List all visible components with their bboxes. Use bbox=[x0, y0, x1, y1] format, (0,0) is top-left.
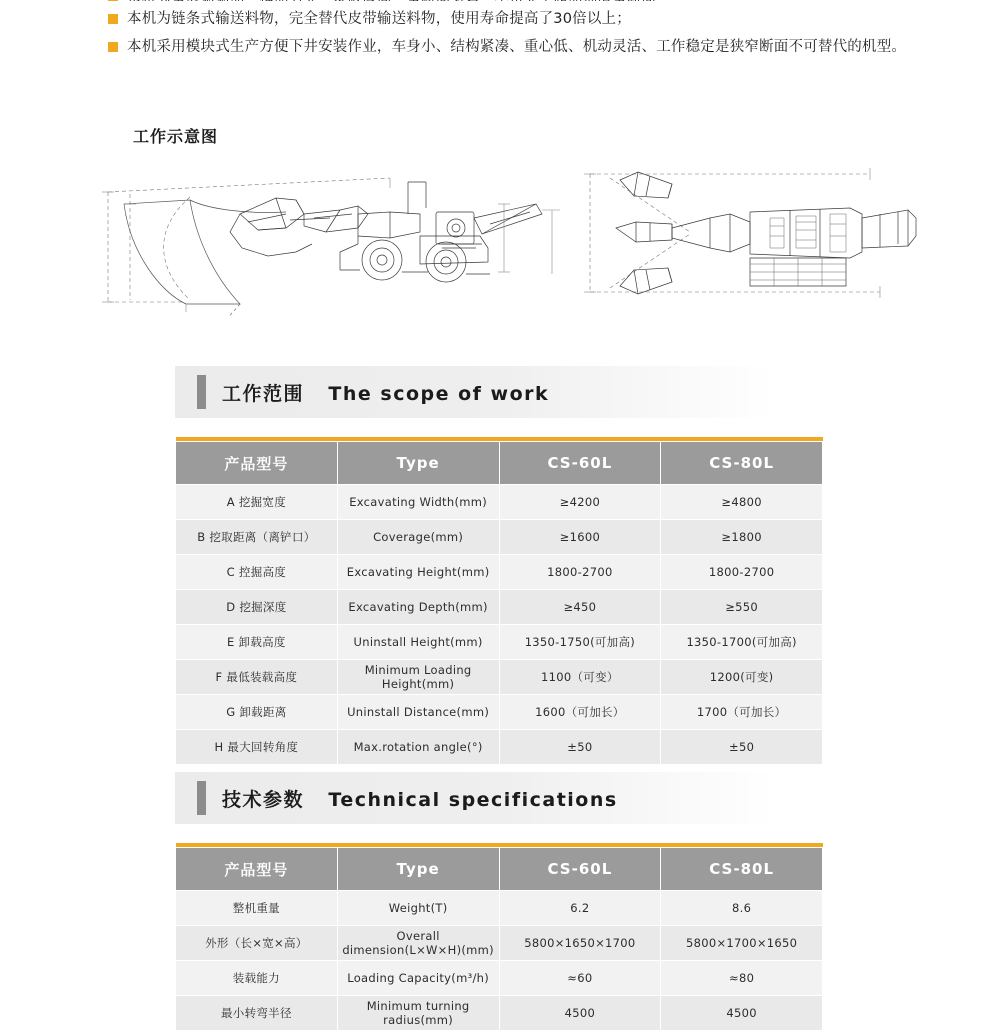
cell-param-en: Uninstall Height(mm) bbox=[337, 625, 499, 660]
table-header-row bbox=[176, 442, 823, 485]
bullet-text: 本机为链条式输送料物，完全替代皮带输送料物，使用寿命提高了30倍以上； bbox=[127, 11, 631, 27]
square-bullet-icon bbox=[108, 14, 118, 24]
section-heading-en: Technical specifications bbox=[328, 788, 618, 811]
cell-param-cn: D 挖掘深度 bbox=[176, 590, 338, 625]
cell-cs60l: ≥450 bbox=[499, 590, 661, 625]
cell-param-en: Excavating Height(mm) bbox=[337, 555, 499, 590]
section-heading-en: The scope of work bbox=[328, 382, 550, 405]
technical-specifications-table bbox=[175, 843, 823, 1031]
cell-cs60l: ≥4200 bbox=[499, 485, 661, 520]
cell-param-en: Overall dimension(L×W×H)(mm) bbox=[337, 926, 499, 961]
cell-cs80l: 1700（可加长） bbox=[661, 695, 823, 730]
cell-cs60l: 6.2 bbox=[499, 891, 661, 926]
section-heading-cn: 工作范围 bbox=[222, 382, 305, 405]
table-row bbox=[176, 961, 823, 996]
cell-cs80l: ≥550 bbox=[661, 590, 823, 625]
cell-param-cn: 装载能力 bbox=[176, 961, 338, 996]
table-row bbox=[176, 891, 823, 926]
cell-param-cn: H 最大回转角度 bbox=[176, 730, 338, 765]
table-row bbox=[176, 695, 823, 730]
col-header-model: 产品型号 bbox=[176, 848, 338, 891]
col-header-cs60l: CS-60L bbox=[499, 848, 661, 891]
table-row bbox=[176, 996, 823, 1031]
section-heading-technical bbox=[175, 772, 775, 824]
cell-param-cn: B 挖取距离（离铲口） bbox=[176, 520, 338, 555]
cell-cs80l: ≈80 bbox=[661, 961, 823, 996]
cell-param-cn: 整机重量 bbox=[176, 891, 338, 926]
cell-cs80l: ≥1800 bbox=[661, 520, 823, 555]
cell-cs80l: 1350-1700(可加高) bbox=[661, 625, 823, 660]
cell-cs80l: 4500 bbox=[661, 996, 823, 1031]
cell-param-en: Weight(T) bbox=[337, 891, 499, 926]
cell-cs80l: 5800×1700×1650 bbox=[661, 926, 823, 961]
table-header-row bbox=[176, 848, 823, 891]
cell-param-en: Coverage(mm) bbox=[337, 520, 499, 555]
cell-param-en: Max.rotation angle(°) bbox=[337, 730, 499, 765]
cell-param-cn: G 卸载距离 bbox=[176, 695, 338, 730]
cell-param-cn: F 最低装载高度 bbox=[176, 660, 338, 695]
cell-cs60l: ±50 bbox=[499, 730, 661, 765]
table-row bbox=[176, 555, 823, 590]
col-header-type: Type bbox=[337, 442, 499, 485]
col-header-cs80l: CS-80L bbox=[661, 442, 823, 485]
cell-param-cn: 外形（长×宽×高） bbox=[176, 926, 338, 961]
table-row bbox=[176, 485, 823, 520]
bullet-text bbox=[127, 0, 671, 1]
scope-of-work-table bbox=[175, 437, 823, 765]
cell-cs60l: 1600（可加长） bbox=[499, 695, 661, 730]
cell-param-en: Excavating Width(mm) bbox=[337, 485, 499, 520]
col-header-model: 产品型号 bbox=[176, 442, 338, 485]
cell-cs80l: ±50 bbox=[661, 730, 823, 765]
col-header-type: Type bbox=[337, 848, 499, 891]
cell-cs80l: 1800-2700 bbox=[661, 555, 823, 590]
heading-tick-icon bbox=[197, 781, 206, 815]
cell-param-en: Minimum turning radius(mm) bbox=[337, 996, 499, 1031]
heading-tick-icon bbox=[197, 375, 206, 409]
table-row bbox=[176, 520, 823, 555]
list-item bbox=[108, 0, 948, 1]
feature-bullet-list bbox=[108, 0, 948, 66]
table-row bbox=[176, 625, 823, 660]
machine-technical-drawings bbox=[90, 152, 920, 317]
cell-param-en: Minimum Loading Height(mm) bbox=[337, 660, 499, 695]
cell-cs60l: 5800×1650×1700 bbox=[499, 926, 661, 961]
cell-cs60l: ≈60 bbox=[499, 961, 661, 996]
cell-param-en: Uninstall Distance(mm) bbox=[337, 695, 499, 730]
cell-param-cn: 最小转弯半径 bbox=[176, 996, 338, 1031]
table-row bbox=[176, 730, 823, 765]
cell-cs60l: ≥1600 bbox=[499, 520, 661, 555]
cell-cs60l: 1800-2700 bbox=[499, 555, 661, 590]
cell-param-cn: E 卸载高度 bbox=[176, 625, 338, 660]
cell-cs60l: 1350-1750(可加高) bbox=[499, 625, 661, 660]
square-bullet-icon bbox=[108, 0, 118, 1]
section-heading-scope bbox=[175, 366, 775, 418]
cell-param-cn: C 控掘高度 bbox=[176, 555, 338, 590]
col-header-cs80l: CS-80L bbox=[661, 848, 823, 891]
cell-param-en: Excavating Depth(mm) bbox=[337, 590, 499, 625]
figure-title: 工作示意图 bbox=[133, 127, 219, 146]
table-row bbox=[176, 926, 823, 961]
bullet-text: 本机采用模块式生产方便下井安装作业，车身小、结构紧凑、重心低、机动灵活、工作稳定是狭窄断面不可替代的机型。 bbox=[127, 39, 907, 55]
cell-cs80l: 8.6 bbox=[661, 891, 823, 926]
col-header-cs60l: CS-60L bbox=[499, 442, 661, 485]
table-row bbox=[176, 660, 823, 695]
cell-cs80l: 1200(可变) bbox=[661, 660, 823, 695]
list-item bbox=[108, 38, 948, 57]
section-heading-cn: 技术参数 bbox=[222, 788, 305, 811]
cell-cs80l: ≥4800 bbox=[661, 485, 823, 520]
table-row bbox=[176, 590, 823, 625]
cell-cs60l: 4500 bbox=[499, 996, 661, 1031]
drawing-svg bbox=[90, 152, 920, 317]
list-item bbox=[108, 10, 948, 29]
cell-cs60l: 1100（可变） bbox=[499, 660, 661, 695]
cell-param-en: Loading Capacity(m³/h) bbox=[337, 961, 499, 996]
square-bullet-icon bbox=[108, 42, 118, 52]
cell-param-cn: A 挖掘宽度 bbox=[176, 485, 338, 520]
